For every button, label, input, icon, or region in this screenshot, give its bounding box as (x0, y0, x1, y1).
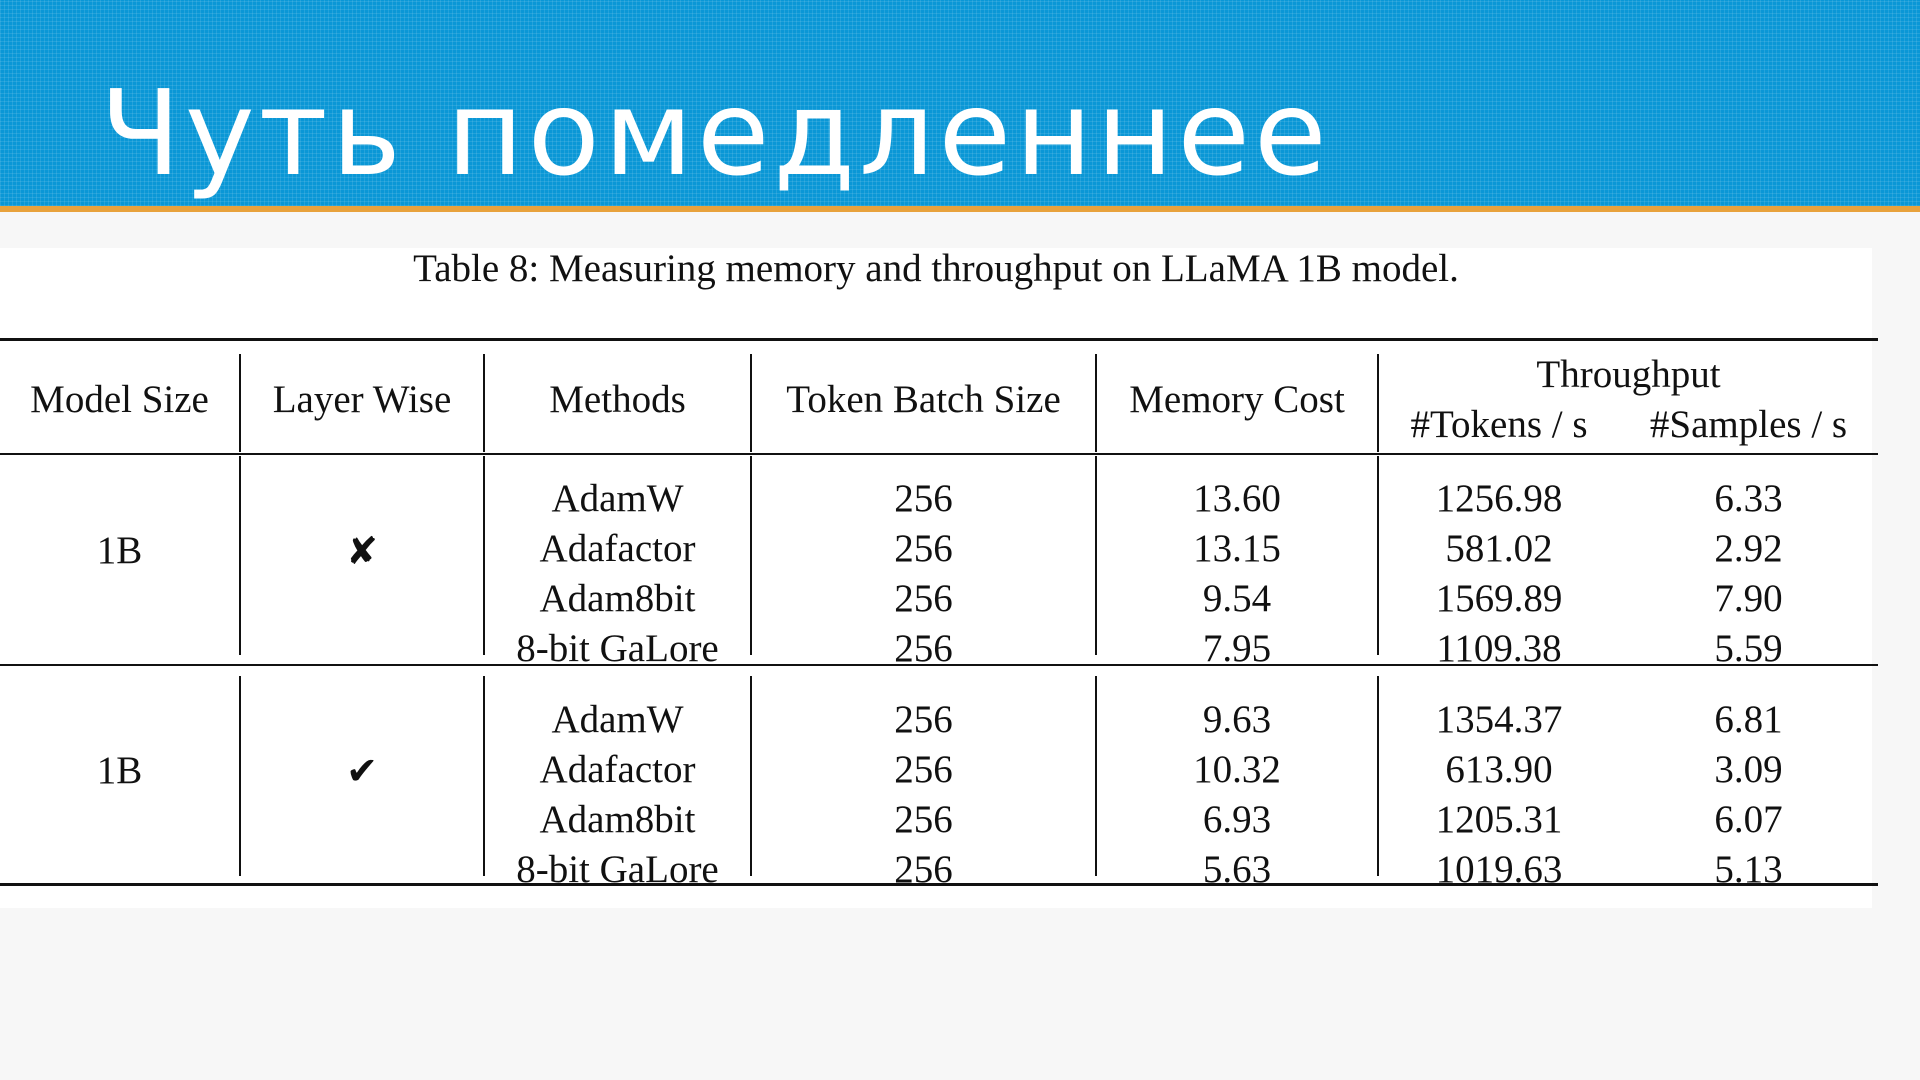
header-rule (0, 453, 1878, 455)
cell-samples: 2.92 (1714, 527, 1783, 570)
layer-wise-check-icon: ✔ (346, 749, 378, 793)
cell-samples: 5.59 (1714, 627, 1783, 670)
cell-memory: 9.54 (1202, 577, 1272, 620)
cell-tokens: 613.90 (1445, 748, 1553, 791)
cell-method: AdamW (551, 698, 684, 741)
header-token-batch-size: Token Batch Size (786, 378, 1061, 421)
cell-memory: 9.63 (1202, 698, 1272, 741)
cell-batch: 256 (894, 748, 953, 791)
cell-memory: 13.15 (1193, 527, 1281, 570)
cell-memory: 13.60 (1193, 477, 1281, 520)
layer-wise-cross-icon: ✘ (346, 529, 378, 573)
header-memory-cost: Memory Cost (1129, 378, 1345, 421)
cell-tokens: 1109.38 (1436, 627, 1562, 670)
cell-tokens: 581.02 (1445, 527, 1553, 570)
cell-method: 8-bit GaLore (516, 848, 719, 891)
top-rule (0, 338, 1878, 341)
cell-batch: 256 (894, 627, 953, 670)
header-layer-wise: Layer Wise (272, 378, 452, 421)
cell-batch: 256 (894, 698, 953, 741)
cell-batch: 256 (894, 527, 953, 570)
header-samples-per-s: #Samples / s (1649, 403, 1848, 446)
cell-tokens: 1354.37 (1435, 698, 1563, 741)
group-model-size: 1B (96, 749, 143, 792)
cell-samples: 5.13 (1714, 848, 1783, 891)
cell-method: AdamW (551, 477, 684, 520)
cell-batch: 256 (894, 477, 953, 520)
slide-title: Чуть помедленнее (100, 64, 1331, 202)
header-throughput: Throughput (1536, 353, 1721, 396)
cell-batch: 256 (894, 848, 953, 891)
group-model-size: 1B (96, 529, 143, 572)
cell-method: Adafactor (539, 748, 696, 791)
cell-batch: 256 (894, 798, 953, 841)
cell-tokens: 1019.63 (1435, 848, 1563, 891)
slide-header (0, 0, 1920, 206)
cell-samples: 6.07 (1714, 798, 1783, 841)
cell-method: Adafactor (539, 527, 696, 570)
cell-tokens: 1256.98 (1435, 477, 1563, 520)
cell-memory: 5.63 (1202, 848, 1272, 891)
cell-method: Adam8bit (539, 577, 696, 620)
header-tokens-per-s: #Tokens / s (1410, 403, 1588, 446)
cell-samples: 3.09 (1714, 748, 1783, 791)
cell-method: 8-bit GaLore (516, 627, 719, 670)
cell-memory: 6.93 (1202, 798, 1272, 841)
cell-batch: 256 (894, 577, 953, 620)
cell-memory: 10.32 (1193, 748, 1281, 791)
cell-samples: 6.81 (1714, 698, 1783, 741)
header-accent-line (0, 206, 1920, 212)
table-caption: Table 8: Measuring memory and throughput on LLaMA 1B model. (413, 247, 1459, 290)
table-figure (0, 248, 1872, 908)
cell-samples: 6.33 (1714, 477, 1783, 520)
header-model-size: Model Size (30, 378, 209, 421)
cell-samples: 7.90 (1714, 577, 1783, 620)
cell-tokens: 1205.31 (1435, 798, 1563, 841)
cell-tokens: 1569.89 (1435, 577, 1563, 620)
cell-method: Adam8bit (539, 798, 696, 841)
header-methods: Methods (549, 378, 686, 421)
cell-memory: 7.95 (1202, 627, 1272, 670)
